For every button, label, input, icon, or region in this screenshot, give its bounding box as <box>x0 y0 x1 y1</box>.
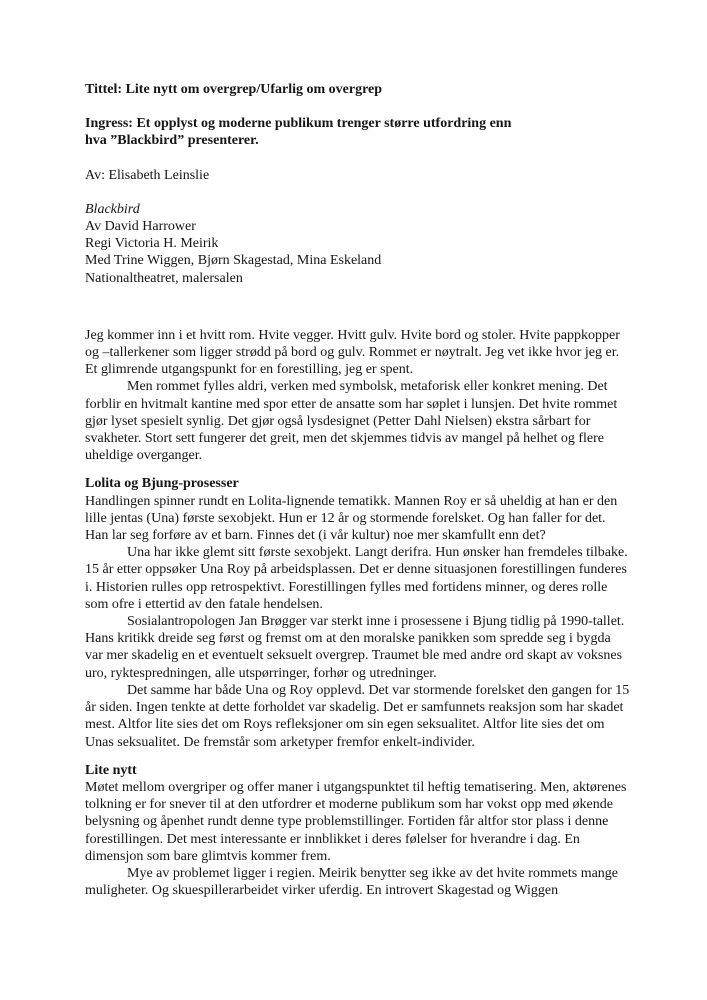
body-paragraph-6: Det samme har både Una og Roy opplevd. Det var stormende forelsket den gangen for 15 år siden. Ingen tenkte at dette forholdet var skadelig. Det er samfunnets reaksjon som har skadet mest. Altfor lite sies det om Roys refleksjoner om sin egen seksualitet. Altfor lite sies det om Unas seksualitet. De fremstår som arketyper fremfor enkelt-individer. <box>85 682 630 750</box>
body-paragraph-4: Una har ikke glemt sitt første sexobjekt. Langt derifra. Hun ønsker han fremdeles tilbake. 15 år etter oppsøker Una Roy på arbeidsplassen. Det er denne situasjonen forestillingen funderes i. Historien rulles opp retrospektivt. Forestillingen fylles med fortidens minner, og deres rolle som ofre i ettertid av den fatale hendelsen. <box>85 545 628 612</box>
credit-venue: Nationaltheatret, malersalen <box>85 270 243 286</box>
body-paragraph-3: Handlingen spinner rundt en Lolita-lignende tematikk. Mannen Roy er så uheldig at han er den lille jentas (Una) første sexobjekt. Hun er 12 år og stormende forelsket. Og han faller for det. Han lar seg forføre av et barn. Finnes det (i vår kultur) noe mer skamfullt enn det? <box>85 493 618 544</box>
credit-cast: Med Trine Wiggen, Bjørn Skagestad, Mina Eskeland <box>85 253 382 269</box>
byline: Av: Elisabeth Leinslie <box>85 167 210 183</box>
body-paragraph-8: Mye av problemet ligger i regien. Meirik benytter seg ikke av det hvite rommets mange muligheter. Og skuespillerarbeidet virker uferdig. En introvert Skagestad og Wiggen <box>85 865 619 899</box>
ingress <box>85 115 630 149</box>
body-paragraph-7: Møtet mellom overgriper og offer maner i utgangspunktet til heftig tematisering. Men, aktørenes tolkning er for snever til at den utfordrer et moderne publikum som har vokst opp med økende belysning og åpenhet rundt denne type problemstillinger. Fortiden får altfor stor plass i denne forestillingen. Det mest interessante er innblikket i deres følelser for hverandre i dag. En dimensjon som bare glimtvis kommer frem. <box>85 779 627 864</box>
body-paragraph-1: Jeg kommer inn i et hvitt rom. Hvite vegger. Hvitt gulv. Hvite bord og stoler. Hvite pappkopper og –tallerkener som ligger strødd på bord og gulv. Rommet er nøytralt. Jeg vet ikke hvor jeg er. Et glimrende utgangspunkt for en forestilling, jeg er spent. <box>85 327 620 378</box>
document-title: Tittel: Lite nytt om overgrep/Ufarlig om overgrep <box>85 82 383 97</box>
section-heading-lite-nytt: Lite nytt <box>85 762 137 778</box>
ingress-line-1: Ingress: Et opplyst og moderne publikum trenger større utfordring enn <box>85 116 512 132</box>
ingress-line-2: hva ”Blackbird” presenterer. <box>85 133 259 149</box>
credit-play-title: Blackbird <box>85 201 140 217</box>
credit-director: Regi Victoria H. Meirik <box>85 236 219 252</box>
production-credits <box>85 201 630 287</box>
body-paragraph-2: Men rommet fylles aldri, verken med symbolsk, metaforisk eller konkret mening. Det forblir en hvitmalt kantine med spor etter de ansatte som har søplet i lunsjen. Det hvite rommet gjør lyset spesielt synlig. Det gjør også lysdesignet (Petter Dahl Nielsen) ekstra sårbart for svakheter. Stort sett fungerer det greit, men det skjemmes tidvis av mangel på helhet og flere uheldige overganger. <box>85 379 618 464</box>
section-heading-lolita-og-bjung-prosesser: Lolita og Bjung-prosesser <box>85 476 239 492</box>
credit-author: Av David Harrower <box>85 219 196 235</box>
body-paragraph-5: Sosialantropologen Jan Brøgger var sterkt inne i prosessene i Bjung tidlig på 1990-tallet. Hans kritikk dreide seg først og fremst om at den moralske panikken som spredde seg i bygda var mer skadelig en et eventuelt seksuelt overgrep. Traumet ble med andre ord skapt av voksnes uro, ryktespredningen, alle utspørringer, forhør og utredninger. <box>85 614 625 681</box>
